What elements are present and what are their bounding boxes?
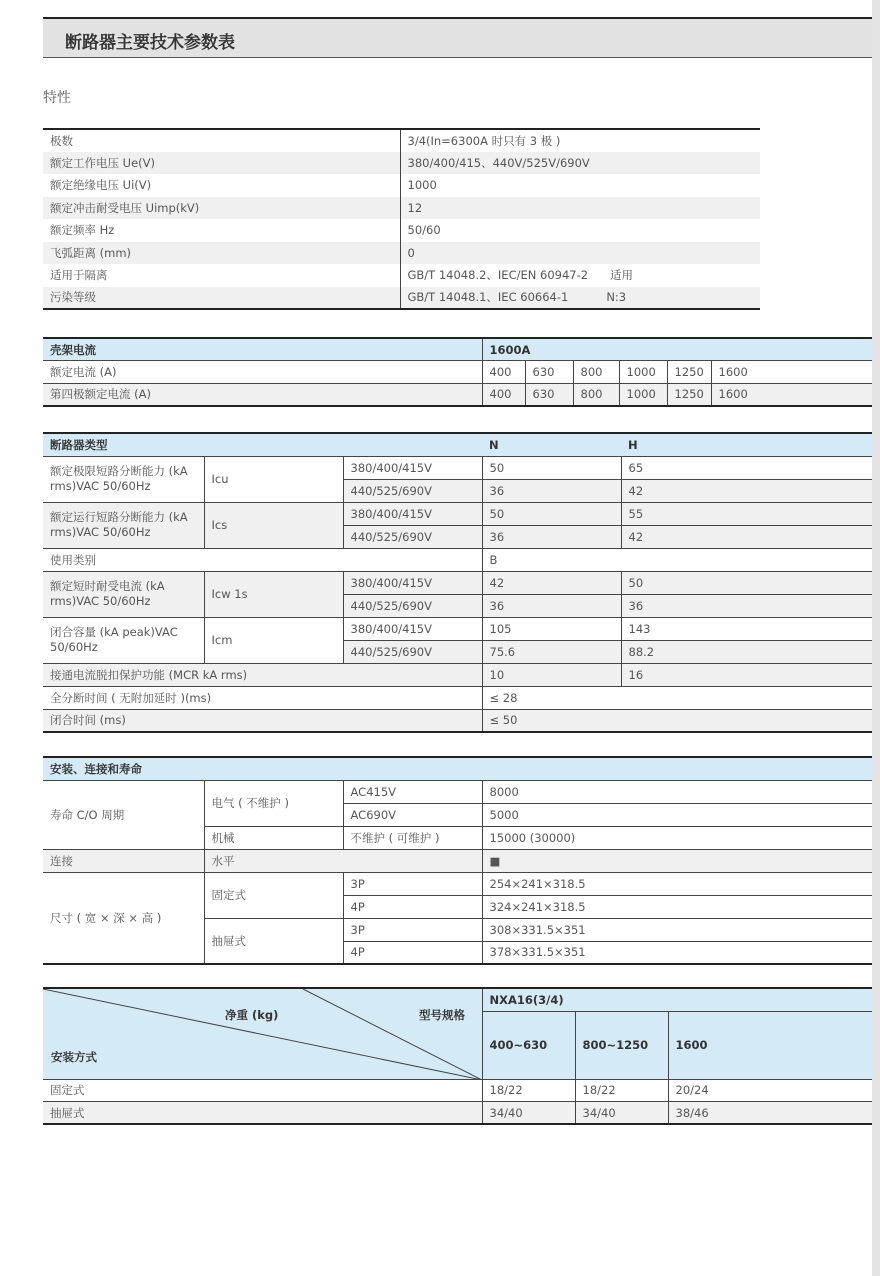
frame-header-value: 1600A (482, 338, 872, 361)
row-label: 额定频率 Hz (50, 223, 115, 238)
value-n: 10 (482, 663, 621, 686)
row-label: 抽屉式 (43, 1102, 482, 1125)
row-label: 污染等级 (50, 290, 96, 305)
diagonal-header-cell (43, 988, 482, 1079)
table-row (43, 872, 872, 895)
install-header-label: 安装、连接和寿命 (43, 757, 872, 780)
fixed-label: 固定式 (204, 872, 343, 918)
cell: 630 (525, 383, 573, 406)
table-header-row (43, 338, 872, 361)
value-n: 36 (482, 525, 621, 548)
col-header: 400~630 (482, 1011, 575, 1079)
close-time-value: ≤ 50 (482, 709, 872, 732)
break-time-label: 全分断时间 ( 无附加延时 )(ms) (43, 686, 482, 709)
row-label: 适用于隔离 (50, 268, 108, 283)
value-n: 36 (482, 479, 621, 502)
row-label: 飞弧距离 (mm) (50, 245, 132, 260)
install-table (43, 756, 872, 965)
table-row (43, 1102, 872, 1125)
pole: 3P (343, 872, 482, 895)
dim-value: 324×241×318.5 (482, 895, 872, 918)
row-value (400, 264, 760, 287)
table-row (43, 287, 760, 310)
mech-cond: 不维护 ( 可维护 ) (343, 826, 482, 849)
mcr-label: 接通电流脱扣保护功能 (MCR kA rms) (43, 663, 482, 686)
value-n: 36 (482, 594, 621, 617)
mech-label: 机械 (204, 826, 343, 849)
table-row (43, 264, 760, 287)
value-n: 105 (482, 617, 621, 640)
table-row (43, 502, 872, 525)
row-label: 极数 (50, 133, 73, 148)
title-bar (43, 17, 872, 58)
weight-table (43, 987, 872, 1125)
group-label: 额定极限短路分断能力 (kA rms)VAC 50/60Hz (43, 456, 204, 502)
pole: 4P (343, 941, 482, 964)
category-value: B (482, 548, 872, 571)
table-header-row (43, 988, 872, 1011)
row-value: 50/60 (400, 219, 760, 242)
value-n: 50 (482, 502, 621, 525)
cell: 800 (573, 383, 619, 406)
table-row (43, 709, 872, 732)
conn-label: 连接 (43, 849, 204, 872)
group-symbol: Icm (204, 617, 343, 663)
value-n: 75.6 (482, 640, 621, 663)
group-label: 额定运行短路分断能力 (kA rms)VAC 50/60Hz (43, 502, 204, 548)
row-value: 0 (400, 242, 760, 265)
voltage: 440/525/690V (343, 479, 482, 502)
cell: 630 (525, 361, 573, 384)
cond: AC690V (343, 803, 482, 826)
table-header-row (43, 757, 872, 780)
group-symbol: Icw 1s (204, 571, 343, 617)
value-h: 88.2 (621, 640, 872, 663)
dim-label: 尺寸 ( 宽 × 深 × 高 ) (43, 872, 204, 964)
value-h: 65 (621, 456, 872, 479)
row-label: 额定绝缘电压 Ui(V) (50, 178, 152, 193)
cell: 1250 (667, 361, 711, 384)
row-label: 固定式 (43, 1079, 482, 1102)
breaker-header-label: 断路器类型 (43, 433, 482, 456)
row-label: 额定电流 (A) (43, 361, 482, 384)
table-row (43, 219, 760, 242)
section-title: 特性 (43, 90, 71, 106)
cell: 34/40 (575, 1102, 668, 1125)
table-row (43, 571, 872, 594)
electric-label: 电气 ( 不维护 ) (204, 780, 343, 826)
conn-cond: 水平 (204, 849, 482, 872)
col-header: 800~1250 (575, 1011, 668, 1079)
category-label: 使用类别 (43, 548, 482, 571)
cell: 400 (482, 361, 525, 384)
table-row (43, 361, 872, 384)
cell: 34/40 (482, 1102, 575, 1125)
table-row (43, 174, 760, 197)
value-h: 36 (621, 594, 872, 617)
group-label: 闭合容量 (kA peak)VAC 50/60Hz (43, 617, 204, 663)
cell: 1600 (711, 383, 872, 406)
group-label: 额定短时耐受电流 (kA rms)VAC 50/60Hz (43, 571, 204, 617)
cell: 1250 (667, 383, 711, 406)
value-n: 50 (482, 456, 621, 479)
characteristics-table (43, 128, 760, 310)
table-row (43, 617, 872, 640)
conn-value: ■ (482, 849, 872, 872)
table-row (43, 152, 760, 175)
group-symbol: Icu (204, 456, 343, 502)
value-h: 143 (621, 617, 872, 640)
model-header: NXA16(3/4) (482, 988, 872, 1011)
table-row (43, 129, 760, 152)
value: 5000 (482, 803, 872, 826)
table-row (43, 663, 872, 686)
col-header: 1600 (668, 1011, 872, 1079)
cell: 20/24 (668, 1079, 872, 1102)
breaker-type-table (43, 432, 872, 733)
voltage: 380/400/415V (343, 617, 482, 640)
voltage: 440/525/690V (343, 640, 482, 663)
diagonal-lines (43, 989, 482, 1079)
col-n-header: N (482, 433, 621, 456)
table-row (43, 456, 872, 479)
value-h: 55 (621, 502, 872, 525)
col-h-header: H (621, 433, 872, 456)
voltage: 380/400/415V (343, 456, 482, 479)
value: 8000 (482, 780, 872, 803)
row-value-text: GB/T 14048.1、IEC 60664-1 (407, 290, 569, 305)
row-label: 额定冲击耐受电压 Uimp(kV) (50, 200, 200, 215)
table-row (43, 242, 760, 265)
frame-header-label: 壳架电流 (43, 338, 482, 361)
pole: 3P (343, 918, 482, 941)
close-time-label: 闭合时间 (ms) (43, 709, 482, 732)
group-symbol: Ics (204, 502, 343, 548)
cell: 18/22 (482, 1079, 575, 1102)
value-h: 42 (621, 525, 872, 548)
dim-value: 378×331.5×351 (482, 941, 872, 964)
cell: 400 (482, 383, 525, 406)
draw-label: 抽屉式 (204, 918, 343, 964)
break-time-value: ≤ 28 (482, 686, 872, 709)
table-row (43, 849, 872, 872)
table-row (43, 686, 872, 709)
cell: 1000 (619, 383, 667, 406)
value-h: 16 (621, 663, 872, 686)
row-value: 380/400/415、440V/525V/690V (400, 152, 760, 175)
row-value-extra: N:3 (606, 290, 627, 305)
row-value: 1000 (400, 174, 760, 197)
table-header-row (43, 433, 872, 456)
cell: 38/46 (668, 1102, 872, 1125)
table-row (43, 780, 872, 803)
row-value-extra: 适用 (610, 268, 634, 283)
row-value (400, 287, 760, 310)
voltage: 380/400/415V (343, 502, 482, 525)
value-n: 42 (482, 571, 621, 594)
row-label: 额定工作电压 Ue(V) (50, 155, 155, 170)
mech-value: 15000 (30000) (482, 826, 872, 849)
cell: 1600 (711, 361, 872, 384)
table-row (43, 548, 872, 571)
table-row (43, 1079, 872, 1102)
diag-weight-label: 净重 (kg) (225, 1008, 279, 1022)
row-value: 3/4(In=6300A 时只有 3 极 ) (400, 129, 760, 152)
row-label: 第四极额定电流 (A) (43, 383, 482, 406)
life-label: 寿命 C/O 周期 (43, 780, 204, 849)
diag-model-label: 型号规格 (419, 1008, 465, 1022)
pole: 4P (343, 895, 482, 918)
voltage: 440/525/690V (343, 594, 482, 617)
row-value-text: GB/T 14048.2、IEC/EN 60947-2 (407, 268, 589, 283)
cell: 1000 (619, 361, 667, 384)
frame-current-table (43, 337, 872, 407)
voltage: 440/525/690V (343, 525, 482, 548)
page-title: 断路器主要技术参数表 (65, 33, 235, 53)
dim-value: 254×241×318.5 (482, 872, 872, 895)
cond: AC415V (343, 780, 482, 803)
dim-value: 308×331.5×351 (482, 918, 872, 941)
diag-mount-label: 安装方式 (51, 1050, 97, 1064)
cell: 18/22 (575, 1079, 668, 1102)
row-value: 12 (400, 197, 760, 220)
value-h: 50 (621, 571, 872, 594)
voltage: 380/400/415V (343, 571, 482, 594)
table-row (43, 197, 760, 220)
value-h: 42 (621, 479, 872, 502)
page-edge-bar (872, 0, 880, 1276)
cell: 800 (573, 361, 619, 384)
table-row (43, 383, 872, 406)
